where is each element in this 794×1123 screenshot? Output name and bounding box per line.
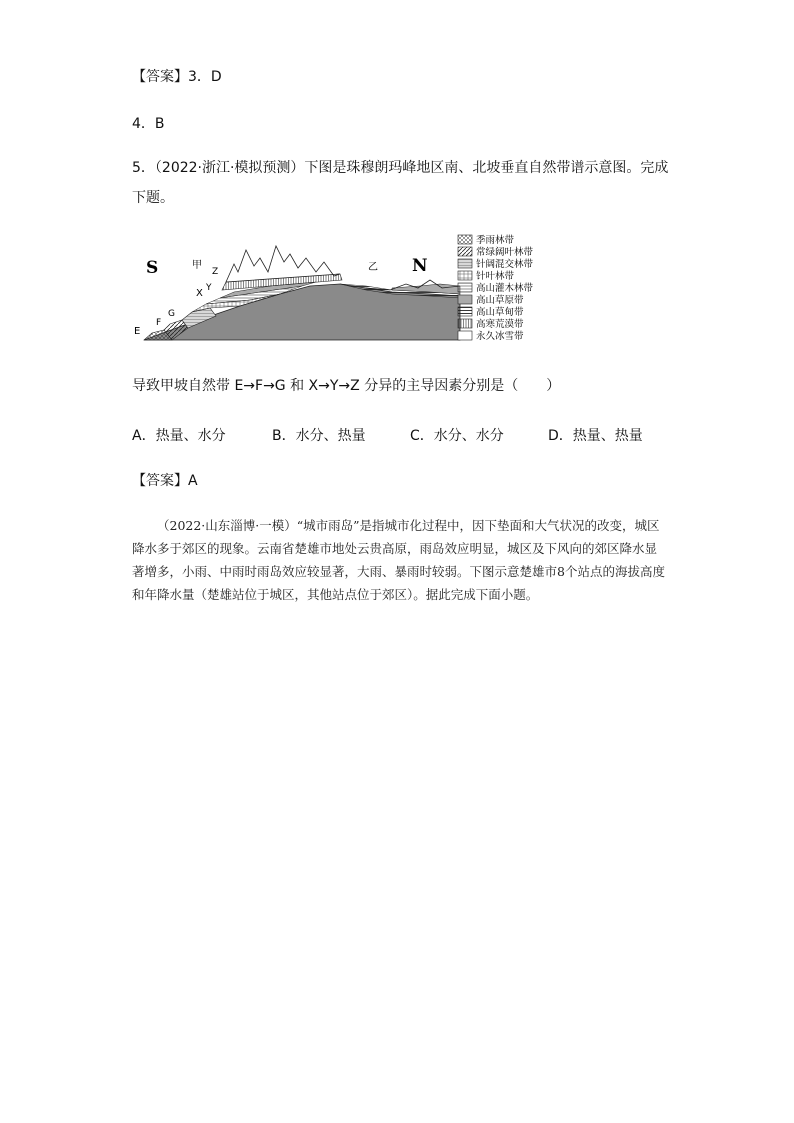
legend-item: 高山草原带 [476,295,524,306]
legend-item: 高山草甸带 [476,307,524,318]
label-south: S [146,258,159,278]
question-5-stem: 5．（2022·浙江·模拟预测）下图是珠穆朗玛峰地区南、北坡垂直自然带谱示意图。完成 [132,160,669,176]
answer-options [132,425,652,445]
legend-item: 季雨林带 [476,235,515,246]
answer-3: 【答案】3．D [132,69,222,85]
passage-city-rain-island: （2022·山东淄博·一模）“城市雨岛”是指城市化过程中，因下垫面和大气状况的改变，城区降水多于郊区的现象。云南省楚雄市地处云贵高原，雨岛效应明显，城区及下风向的郊区降水显著增多，小雨、中雨时雨岛效应较显著，大雨、暴雨时较弱。下图示意楚雄市8个站点的海拔高度和年降水量（楚雄站位于城区，其他站点位于郊区）。据此完成下面小题。 [132,518,665,602]
option-a[interactable]: A．热量、水分 [132,428,226,444]
option-d[interactable]: D．热量、热量 [548,428,643,444]
vertical-zonation-diagram [130,228,550,346]
label-slope-yi: 乙 [368,262,378,273]
label-z: Z [212,267,219,277]
label-north: N [412,256,428,276]
label-e: E [134,326,141,337]
label-f: F [156,318,162,328]
label-slope-jia: 甲 [192,260,202,271]
label-y: Y [206,283,212,293]
question-5-stem-cont: 下题。 [132,190,174,206]
question-5-prompt: 导致甲坡自然带 E→F→G 和 X→Y→Z 分异的主导因素分别是（ ） [132,378,561,394]
answer-4: 4．B [132,116,165,132]
legend-item: 常绿阔叶林带 [476,247,534,258]
legend-item: 针阔混交林带 [476,259,534,270]
legend-item: 针叶林带 [476,271,515,282]
legend-item: 高寒荒漠带 [476,319,524,330]
legend-item: 永久冰雪带 [476,331,524,342]
option-c[interactable]: C．水分、水分 [410,428,504,444]
option-b[interactable]: B．水分、热量 [272,428,366,444]
answer-5: 【答案】A [132,473,198,489]
label-x: X [196,288,203,299]
legend-item: 高山灌木林带 [476,283,534,294]
label-g: G [168,309,175,319]
legend [458,234,534,342]
